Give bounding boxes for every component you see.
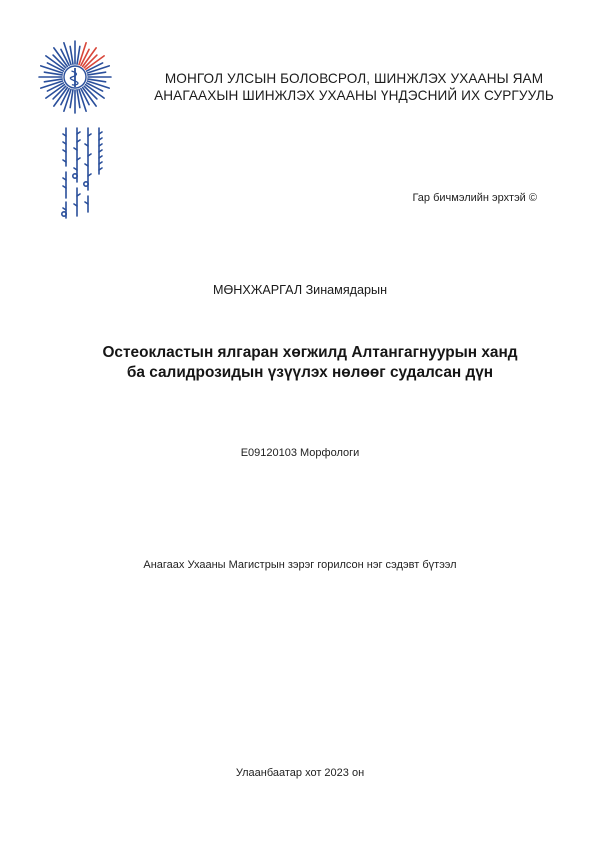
institution-header xyxy=(148,70,560,104)
thesis-title-line-1: Остеокластын ялгаран хөгжилд Алтангагнуурын ханд xyxy=(102,344,518,361)
specialty-code: E09120103 Морфологи xyxy=(240,447,360,459)
place-and-year: Улаанбаатар хот 2023 он xyxy=(235,767,365,779)
university-name: АНАГААХЫН ШИНЖЛЭХ УХААНЫ ҮНДЭСНИЙ ИХ СУРГУУЛЬ xyxy=(154,88,554,103)
ministry-name: МОНГОЛ УЛСЫН БОЛОВСРОЛ, ШИНЖЛЭХ УХААНЫ ЯАМ xyxy=(164,71,544,86)
mongolian-script-emblem xyxy=(60,124,110,224)
degree-statement: Анагаах Ухааны Магистрын зэрэг горилсон нэг сэдэвт бүтээл xyxy=(143,559,457,571)
copyright-notice: Гар бичмэлийн эрхтэй © xyxy=(412,192,537,204)
author-name: МӨНХЖАРГАЛ Зинамядарын xyxy=(212,283,388,297)
thesis-title-line-2: ба салидрозидын үзүүлэх нөлөөг судалсан дүн xyxy=(126,364,494,381)
thesis-title xyxy=(60,343,560,383)
university-logo xyxy=(38,40,112,114)
